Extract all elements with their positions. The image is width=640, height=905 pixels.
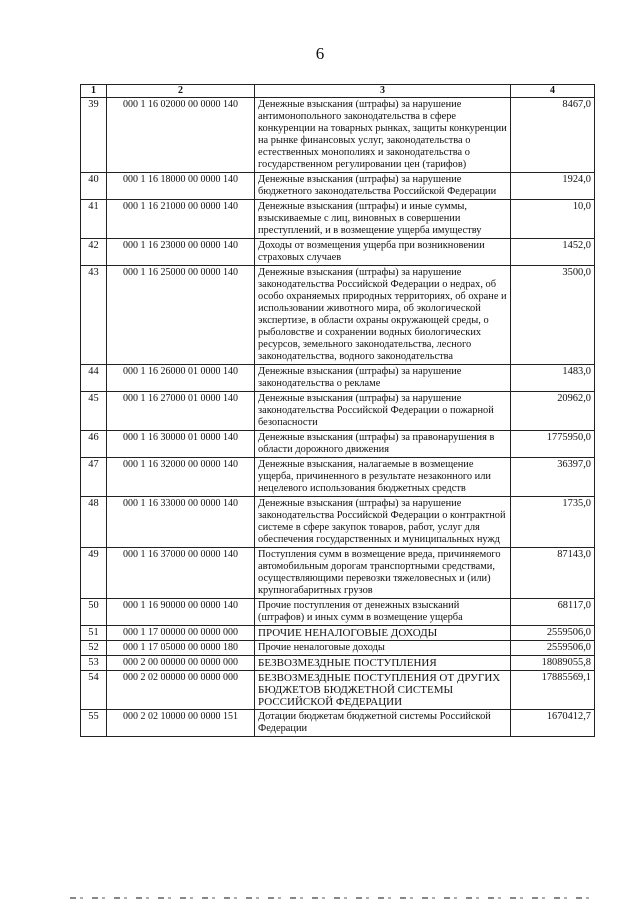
row-number: 48 [81,497,107,548]
table-row [81,641,595,656]
table-row [81,365,595,392]
row-number: 43 [81,266,107,365]
column-header-amount: 4 [511,85,595,98]
revenue-name: Доходы от возмещения ущерба при возникновении страховых случаев [255,239,511,266]
revenue-name: Денежные взыскания (штрафы) и иные суммы, взыскиваемые с лиц, виновных в совершении преступлений, и в возмещение ущерба имуществу [255,200,511,239]
budget-classification-code: 000 1 16 26000 01 0000 140 [107,365,255,392]
budget-classification-code: 000 1 16 18000 00 0000 140 [107,173,255,200]
row-number: 47 [81,458,107,497]
budget-classification-code: 000 1 16 23000 00 0000 140 [107,239,255,266]
table-row [81,626,595,641]
revenue-name: Денежные взыскания, налагаемые в возмещение ущерба, причиненного в результате незаконного или нецелевого использования бюджетных средств [255,458,511,497]
budget-classification-code: 000 2 00 00000 00 0000 000 [107,656,255,671]
row-number: 39 [81,98,107,173]
budget-classification-code: 000 1 16 25000 00 0000 140 [107,266,255,365]
table-row [81,458,595,497]
budget-classification-code: 000 1 16 02000 00 0000 140 [107,98,255,173]
row-number: 55 [81,710,107,737]
amount-value: 87143,0 [511,548,595,599]
amount-value: 17885569,1 [511,671,595,710]
amount-value: 1670412,7 [511,710,595,737]
amount-value: 1735,0 [511,497,595,548]
table-row [81,599,595,626]
revenue-name: Денежные взыскания (штрафы) за нарушение бюджетного законодательства Российской Федерации [255,173,511,200]
row-number: 44 [81,365,107,392]
amount-value: 1775950,0 [511,431,595,458]
table-row [81,656,595,671]
table-row [81,173,595,200]
row-number: 54 [81,671,107,710]
revenue-name: Денежные взыскания (штрафы) за нарушение законодательства Российской Федерации о контрактной системе в сфере закупок товаров, работ, услуг для обеспечения государственных и муниципальных нужд [255,497,511,548]
revenue-name: БЕЗВОЗМЕЗДНЫЕ ПОСТУПЛЕНИЯ [255,656,511,671]
revenue-name: Поступления сумм в возмещение вреда, причиняемого автомобильным дорогам транспортными средствами, осуществляющими перевозки тяжеловесных и (или) крупногабаритных грузов [255,548,511,599]
row-number: 42 [81,239,107,266]
row-number: 53 [81,656,107,671]
amount-value: 3500,0 [511,266,595,365]
table-row [81,431,595,458]
budget-classification-code: 000 2 02 10000 00 0000 151 [107,710,255,737]
table-row [81,710,595,737]
row-number: 50 [81,599,107,626]
revenue-name: БЕЗВОЗМЕЗДНЫЕ ПОСТУПЛЕНИЯ ОТ ДРУГИХ БЮДЖЕТОВ БЮДЖЕТНОЙ СИСТЕМЫ РОССИЙСКОЙ ФЕДЕРАЦИИ [255,671,511,710]
table-header-row [81,85,595,98]
row-number: 52 [81,641,107,656]
budget-classification-code: 000 1 16 27000 01 0000 140 [107,392,255,431]
page-number: 6 [315,44,325,63]
row-number: 41 [81,200,107,239]
revenue-name: Денежные взыскания (штрафы) за нарушение законодательства о рекламе [255,365,511,392]
budget-classification-code: 000 1 16 33000 00 0000 140 [107,497,255,548]
amount-value: 18089055,8 [511,656,595,671]
budget-classification-code: 000 1 16 90000 00 0000 140 [107,599,255,626]
table-row [81,497,595,548]
row-number: 40 [81,173,107,200]
column-header-number: 1 [81,85,107,98]
table-row [81,239,595,266]
table-row [81,266,595,365]
column-header-code: 2 [107,85,255,98]
row-number: 49 [81,548,107,599]
row-number: 51 [81,626,107,641]
revenue-name: Дотации бюджетам бюджетной системы Российской Федерации [255,710,511,737]
row-number: 45 [81,392,107,431]
amount-value: 8467,0 [511,98,595,173]
revenue-name: Прочие неналоговые доходы [255,641,511,656]
revenue-name: ПРОЧИЕ НЕНАЛОГОВЫЕ ДОХОДЫ [255,626,511,641]
budget-classification-code: 000 1 16 37000 00 0000 140 [107,548,255,599]
budget-classification-code: 000 2 02 00000 00 0000 000 [107,671,255,710]
revenue-name: Денежные взыскания (штрафы) за правонарушения в области дорожного движения [255,431,511,458]
row-number: 46 [81,431,107,458]
table-row [81,671,595,710]
budget-classification-code: 000 1 16 21000 00 0000 140 [107,200,255,239]
scan-edge-artifact [70,897,590,899]
budget-classification-code: 000 1 16 32000 00 0000 140 [107,458,255,497]
revenue-name: Денежные взыскания (штрафы) за нарушение законодательства Российской Федерации о пожарной безопасности [255,392,511,431]
revenue-name: Денежные взыскания (штрафы) за нарушение антимонопольного законодательства в сфере конкуренции на товарных рынках, защиты конкуренции на рынке финансовых услуг, законодательства о естественных монополиях и законодательства о государственном регулировании цен (тарифов) [255,98,511,173]
table-row [81,200,595,239]
table-body [81,98,595,737]
amount-value: 68117,0 [511,599,595,626]
revenue-name: Денежные взыскания (штрафы) за нарушение законодательства Российской Федерации о недрах, об особо охраняемых природных территориях, об охране и использовании животного мира, об экологической экспертизе, в области охраны окружающей среды, о рыболовстве и сохранении водных биологических ресурсов, земельного законодательства, лесного законодательства, водного законодательства [255,266,511,365]
amount-value: 1452,0 [511,239,595,266]
amount-value: 10,0 [511,200,595,239]
table-row [81,392,595,431]
amount-value: 36397,0 [511,458,595,497]
amount-value: 2559506,0 [511,641,595,656]
amount-value: 20962,0 [511,392,595,431]
budget-classification-code: 000 1 17 00000 00 0000 000 [107,626,255,641]
budget-classification-code: 000 1 16 30000 01 0000 140 [107,431,255,458]
table-row [81,98,595,173]
column-header-name: 3 [255,85,511,98]
amount-value: 1924,0 [511,173,595,200]
revenue-name: Прочие поступления от денежных взысканий (штрафов) и иных сумм в возмещение ущерба [255,599,511,626]
budget-revenue-table [80,84,595,737]
table-row [81,548,595,599]
budget-classification-code: 000 1 17 05000 00 0000 180 [107,641,255,656]
amount-value: 1483,0 [511,365,595,392]
amount-value: 2559506,0 [511,626,595,641]
